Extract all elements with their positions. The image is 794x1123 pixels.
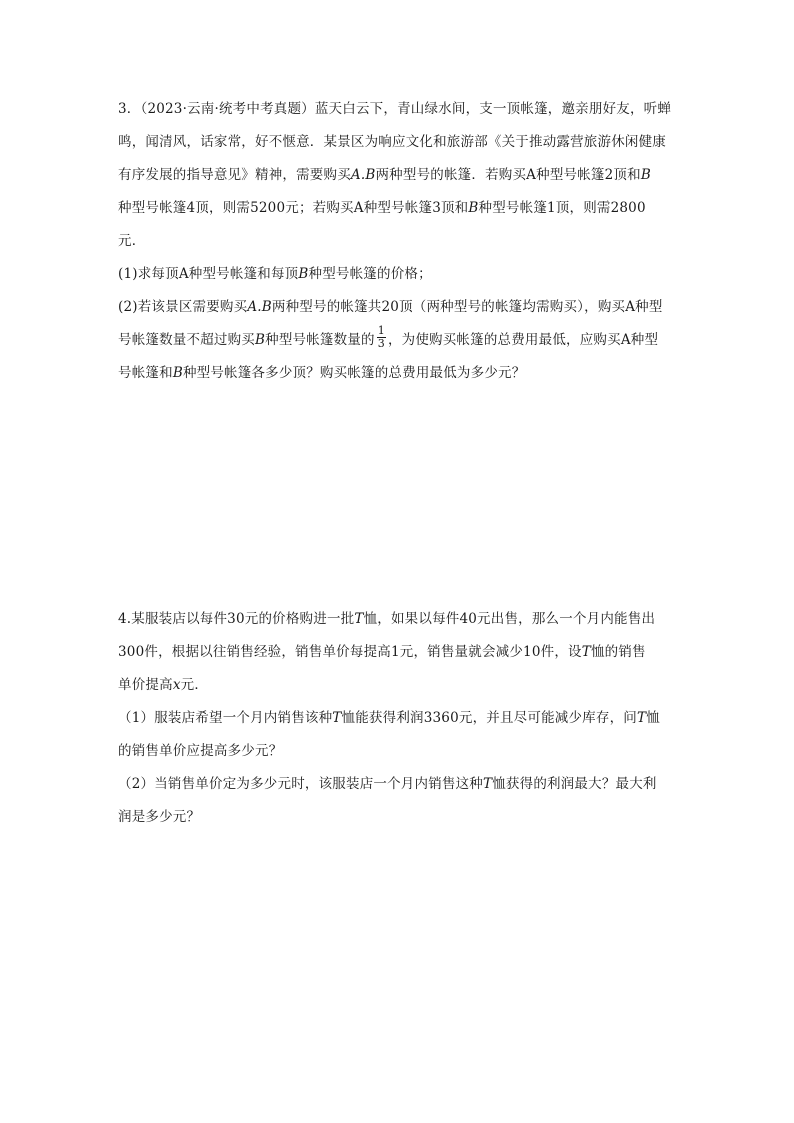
problem-4-question-1-line-1 <box>118 702 678 735</box>
text: 4.某服装店以每件30元的价格购进一批 <box>118 611 355 627</box>
text: 3．（2023·云南·统考中考真题）蓝天白云下，青山绿水间，支一顶帐篷，邀亲朋好友，听蝉 <box>118 101 672 117</box>
text: 恤，如果以每件40元出售，那么一个月内能售出 <box>363 611 656 627</box>
text: 种型号帐篷的价格； <box>308 266 432 282</box>
text: 号帐篷数量不超过购买 <box>118 332 255 348</box>
problem-3-line-2 <box>118 126 678 159</box>
text: 有序发展的指导意见》精神，需要购买 <box>118 167 351 183</box>
problem-4-line-1 <box>118 603 678 636</box>
problem-4-line-3 <box>118 669 678 702</box>
problem-3-line-3 <box>118 159 678 192</box>
problem-4-question-2-line-2 <box>118 801 678 834</box>
math-var: B <box>468 200 479 216</box>
problem-4-question-1-line-2 <box>118 735 678 768</box>
math-var: T <box>581 644 591 660</box>
math-var: A.B <box>247 299 272 315</box>
text: 种型号帐篷1顶，则需2800 <box>478 200 646 216</box>
problem-3-line-4 <box>118 192 678 225</box>
text: 300件，根据以往销售经验，销售单价每提高1元，销售量就会减少10件，设 <box>118 644 582 660</box>
text: 元． <box>118 233 146 249</box>
math-var: B <box>255 332 266 348</box>
text: 润是多少元？ <box>118 809 201 825</box>
problem-3 <box>118 93 678 390</box>
text: 种型号帐篷4顶，则需5200元；若购买A种型号帐篷3顶和 <box>118 200 469 216</box>
text: 两种型号的帐篷．若购买A种型号帐篷2顶和 <box>375 167 641 183</box>
fraction-one-third <box>377 325 386 350</box>
problem-4-line-2 <box>118 636 678 669</box>
text: 恤的销售 <box>590 644 646 660</box>
problem-3-question-2-line-2 <box>118 324 678 357</box>
math-var: T <box>636 710 647 726</box>
text: 恤能获得利润3360元，并且尽可能减少库存，问 <box>341 710 637 726</box>
math-var: x <box>172 677 181 693</box>
text: （2）当销售单价定为多少元时，该服装店一个月内销售这种 <box>118 776 483 792</box>
problem-3-line-1 <box>118 93 678 126</box>
text: 种型号帐篷各多少顶？购买帐篷的总费用最低为多少元？ <box>182 365 526 381</box>
text: 恤获得的利润最大？最大利 <box>492 776 657 792</box>
text: 两种型号的帐篷共20顶（两种型号的帐篷均需购买），购买A种型 <box>271 299 663 315</box>
text: 单价提高 <box>118 677 173 693</box>
text: (2)若该景区需要购买 <box>118 299 248 315</box>
text: ，为使购买帐篷的总费用最低，应购买A种型 <box>387 332 659 348</box>
text: 种型号帐篷数量的 <box>265 332 375 348</box>
math-var: B <box>640 167 651 183</box>
problem-3-question-2-line-3 <box>118 357 678 390</box>
math-var: T <box>332 710 342 726</box>
fraction-numerator: 1 <box>377 324 385 337</box>
problem-4-question-2-line-1 <box>118 768 678 801</box>
text: 的销售单价应提高多少元？ <box>118 743 283 759</box>
text: （1）服装店希望一个月内销售该种 <box>118 710 333 726</box>
problem-3-question-1 <box>118 258 678 291</box>
text: (1)求每顶A种型号帐篷和每顶 <box>118 266 299 282</box>
text: 鸣，闻清风，话家常，好不惬意．某景区为响应文化和旅游部《关于推动露营旅游休闲健康 <box>118 134 666 150</box>
math-var: T <box>483 776 493 792</box>
math-var: A.B <box>350 167 376 183</box>
math-var: B <box>298 266 309 282</box>
problem-3-question-2-line-1 <box>118 291 678 324</box>
problem-3-line-5 <box>118 225 678 258</box>
problem-4 <box>118 603 678 834</box>
text: 元． <box>180 677 209 693</box>
text: 恤 <box>646 710 660 726</box>
math-var: B <box>172 365 183 381</box>
text: 号帐篷和 <box>118 365 173 381</box>
math-var: T <box>354 611 364 627</box>
fraction-denominator: 3 <box>377 337 385 350</box>
